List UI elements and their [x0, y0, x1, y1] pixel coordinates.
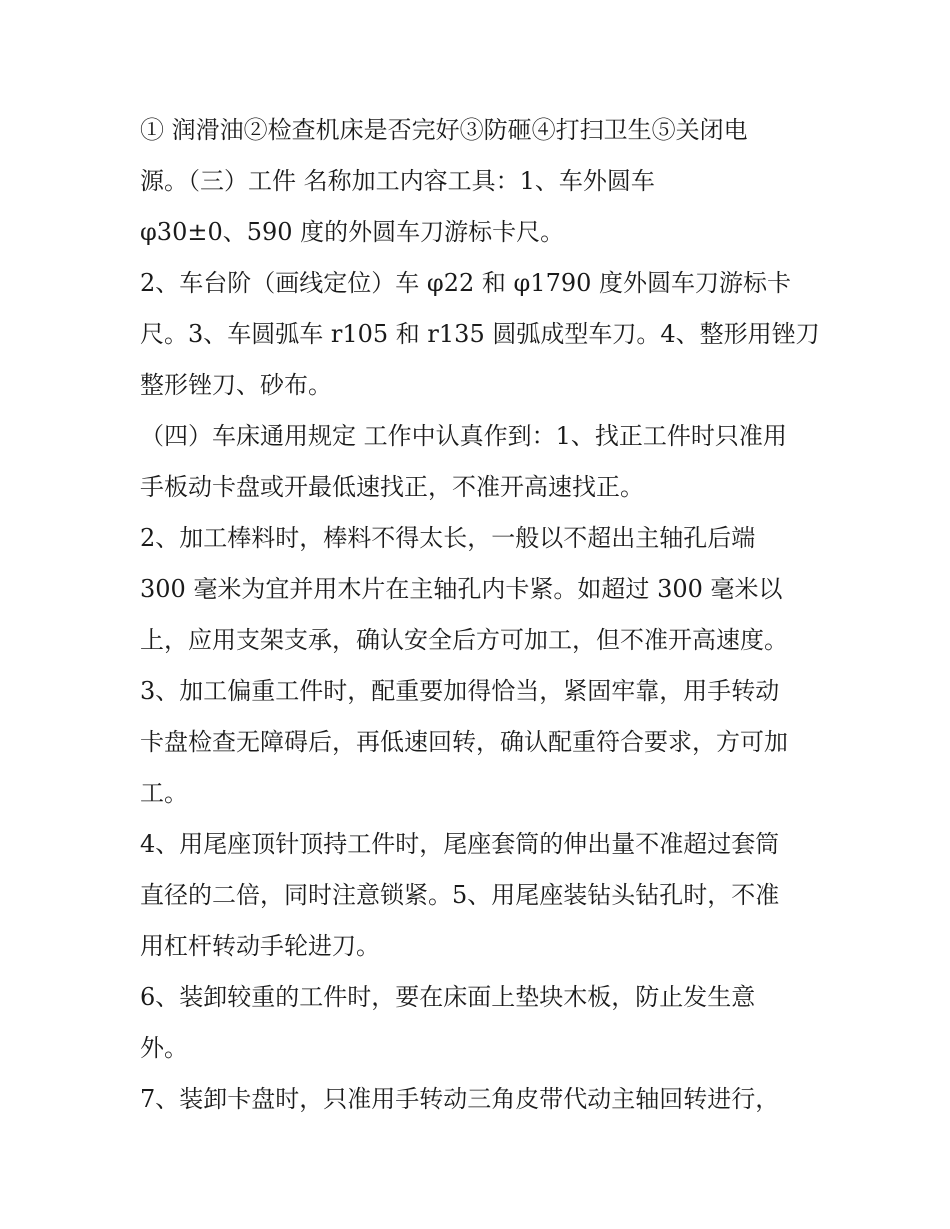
text-line: 6、装卸较重的工件时，要在床面上垫块木板，防止发生意	[140, 983, 756, 1011]
text-line: 3、加工偏重工件时，配重要加得恰当，紧固牢靠，用手转动	[140, 677, 780, 705]
text-line: 上，应用支架支承，确认安全后方可加工，但不准开高速度。	[140, 626, 788, 654]
text-line: 卡盘检查无障碍后，再低速回转，确认配重符合要求，方可加	[140, 728, 788, 756]
text-line: 2、加工棒料时，棒料不得太长，一般以不超出主轴孔后端	[140, 524, 756, 552]
text-line: 300 毫米为宜并用木片在主轴孔内卡紧。如超过 300 毫米以	[140, 575, 783, 603]
text-line: 2、车台阶（画线定位）车 φ22 和 φ1790 度外圆车刀游标卡	[140, 269, 792, 297]
text-line: φ30±0、590 度的外圆车刀游标卡尺。	[140, 218, 565, 246]
text-line: 直径的二倍，同时注意锁紧。5、用尾座装钻头钻孔时，不准	[140, 881, 780, 909]
text-line: 4、用尾座顶针顶持工件时，尾座套筒的伸出量不准超过套筒	[140, 830, 780, 858]
text-line: 7、装卸卡盘时，只准用手转动三角皮带代动主轴回转进行，	[140, 1085, 780, 1113]
text-line: 外。	[140, 1034, 188, 1062]
text-line: 尺。3、车圆弧车 r105 和 r135 圆弧成型车刀。4、整形用锉刀	[140, 320, 820, 348]
text-line: ① 润滑油②检查机床是否完好③防砸④打扫卫生⑤关闭电	[140, 116, 748, 144]
text-line: （四）车床通用规定 工作中认真作到：1、找正工件时只准用	[140, 422, 787, 450]
text-line: 手板动卡盘或开最低速找正，不准开高速找正。	[140, 473, 644, 501]
text-line: 源。（三）工件 名称加工内容工具：1、车外圆车	[140, 167, 655, 195]
text-line: 用杠杆转动手轮进刀。	[140, 932, 380, 960]
text-line: 整形锉刀、砂布。	[140, 371, 332, 399]
text-line: 工。	[140, 779, 188, 807]
document-body	[140, 108, 830, 1128]
